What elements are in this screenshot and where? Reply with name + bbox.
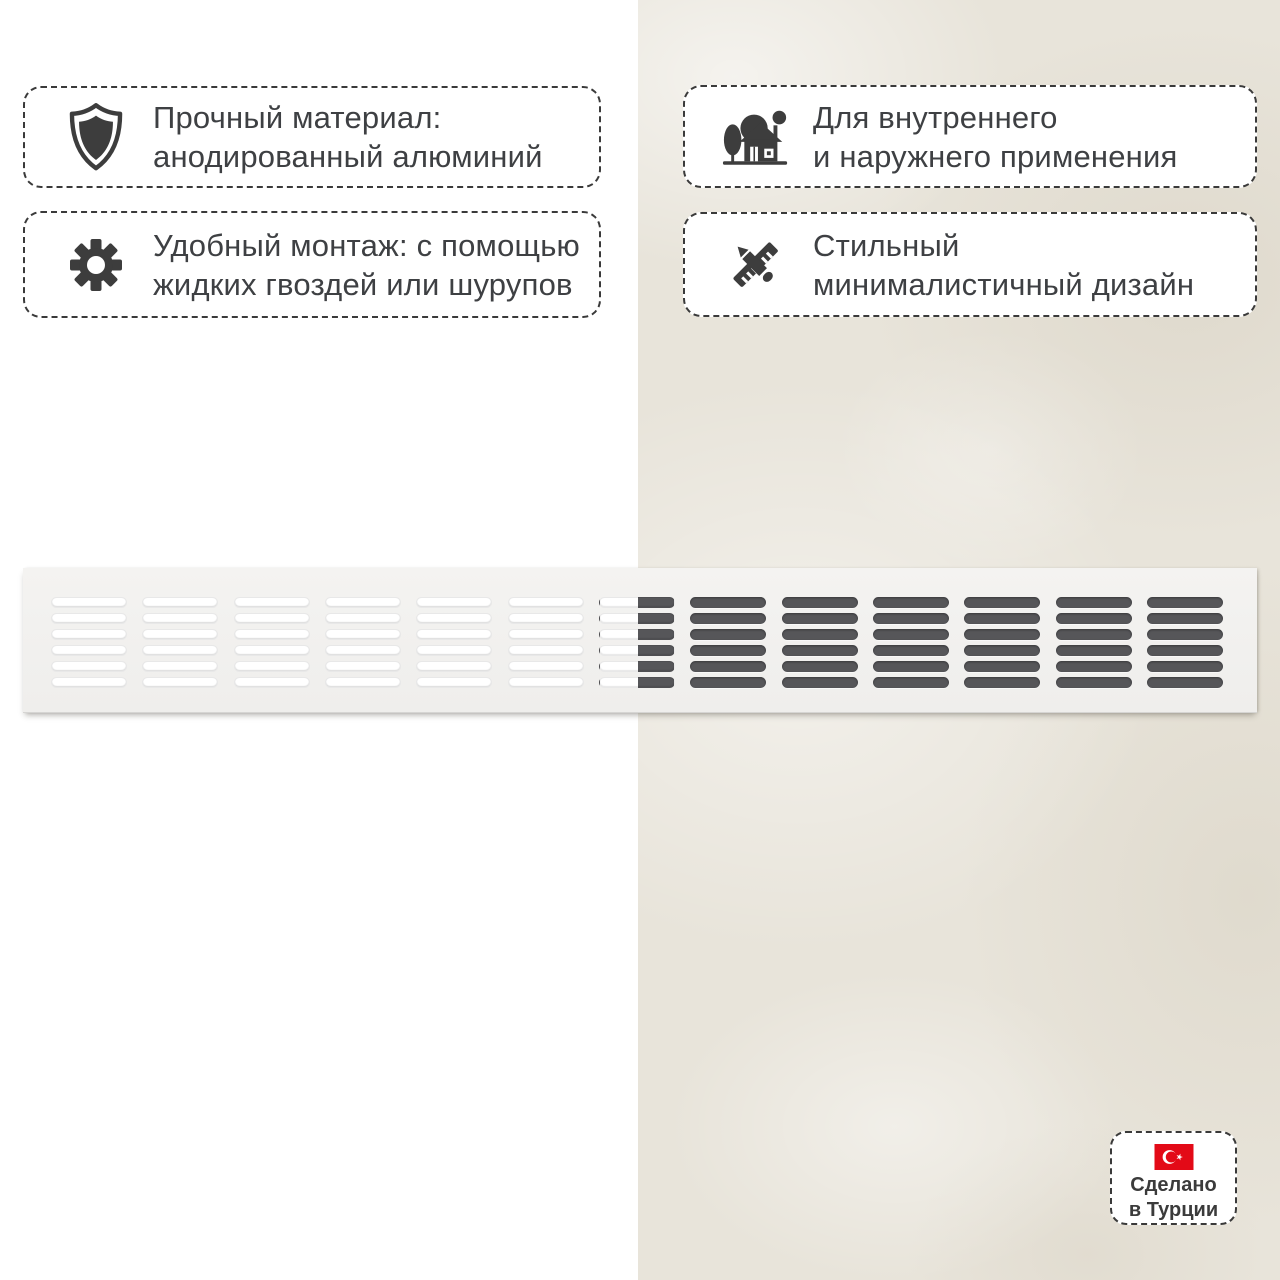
grille-slot [782,629,858,640]
grille-slot [416,629,492,640]
feature-box-material [23,86,601,188]
grille-slot [1147,613,1223,624]
grille-slot [873,661,949,672]
grille-slot [599,645,675,656]
badge-line: в Турции [1128,1199,1219,1221]
feature-box-design [683,212,1257,317]
grille-slot [1056,677,1132,688]
grille-slot [234,661,310,672]
grille-slot-group [690,597,766,688]
grille-slot [234,613,310,624]
grille-slot [142,613,218,624]
grille-slot [690,597,766,608]
grille-slot-group [599,597,675,688]
grille-slot [873,613,949,624]
grille-slot [508,597,584,608]
feature-line: Прочный материал: [153,100,442,135]
grille-slot [782,677,858,688]
pencil-ruler-icon [721,230,791,300]
grille-slot [508,613,584,624]
grille-slot [325,661,401,672]
grille-slot-group [964,597,1040,688]
feature-line: жидких гвоздей или шурупов [153,266,573,302]
grille-slot [325,645,401,656]
grille-slot [234,597,310,608]
grille-slot-group [1056,597,1132,688]
turkey-flag-icon [1154,1144,1194,1170]
feature-text-material [153,98,543,176]
made-in-turkey-badge [1110,1131,1237,1225]
grille-slot [416,645,492,656]
grille-slot [782,661,858,672]
grille-slot [234,645,310,656]
grille-slot-group [508,597,584,688]
grille-slot [416,613,492,624]
grille-slot [873,629,949,640]
grille-slot [508,629,584,640]
feature-box-mounting [23,211,601,318]
feature-line: Для внутреннего [813,99,1058,135]
grille-slot [142,629,218,640]
grille-slot-group [416,597,492,688]
grille-slot-group [782,597,858,688]
shield-icon [61,102,131,172]
grille-slot [690,677,766,688]
grille-slot [690,629,766,640]
grille-slot [325,677,401,688]
grille-slot [142,597,218,608]
grille-slot [1056,629,1132,640]
feature-box-usage [683,85,1257,188]
grille-slot [51,597,127,608]
grille-slot [964,677,1040,688]
house-tree-sun-icon [721,102,791,172]
grille-slot [873,677,949,688]
gear-icon [61,230,131,300]
feature-line: Стильный [813,227,960,263]
grille-slot [508,677,584,688]
feature-line: анодированный алюминий [153,139,543,174]
grille-slot [142,645,218,656]
grille-slot [782,597,858,608]
grille-slot-group [51,597,127,688]
ventilation-grille [23,568,1257,713]
grille-slot [1147,597,1223,608]
grille-slot [964,645,1040,656]
grille-slot [782,613,858,624]
grille-slot [599,629,675,640]
grille-slot [508,645,584,656]
grille-slot [325,613,401,624]
grille-slot [690,661,766,672]
grille-slot-group [142,597,218,688]
grille-slot [325,629,401,640]
grille-slot [1147,645,1223,656]
grille-slot-group [234,597,310,688]
grille-slot [234,677,310,688]
grille-slot [1056,613,1132,624]
grille-slot [51,645,127,656]
grille-slot [142,661,218,672]
grille-slot [1056,597,1132,608]
grille-slot [416,597,492,608]
feature-line: Удобный монтаж: с помощью [153,227,581,263]
feature-line: минималистичный дизайн [813,266,1195,302]
grille-slot [599,597,675,608]
grille-slot [1147,661,1223,672]
grille-slot [416,661,492,672]
badge-line: Сделано [1130,1174,1217,1196]
grille-slot [51,613,127,624]
grille-slot [964,597,1040,608]
grille-slot [782,645,858,656]
grille-slot [964,661,1040,672]
grille-slot [1056,661,1132,672]
grille-slot [51,677,127,688]
grille-slot [690,645,766,656]
grille-slot-group [325,597,401,688]
grille-slot [51,629,127,640]
grille-slot [325,597,401,608]
feature-text-mounting [153,226,580,304]
feature-line: и наружнего применения [813,138,1178,174]
grille-slot [873,597,949,608]
grille-slot [1147,629,1223,640]
grille-slot [599,677,675,688]
grille-slot [599,613,675,624]
grille-slot [51,661,127,672]
grille-slots [51,597,1223,688]
grille-slot [873,645,949,656]
grille-slot [964,613,1040,624]
grille-slot-group [1147,597,1223,688]
grille-slot [142,677,218,688]
feature-text-usage [813,98,1178,176]
grille-slot [234,629,310,640]
grille-slot [690,613,766,624]
grille-slot [508,661,584,672]
grille-slot [599,661,675,672]
grille-slot [416,677,492,688]
grille-slot [964,629,1040,640]
feature-text-design [813,226,1194,304]
grille-slot [1056,645,1132,656]
grille-slot-group [873,597,949,688]
grille-slot [1147,677,1223,688]
